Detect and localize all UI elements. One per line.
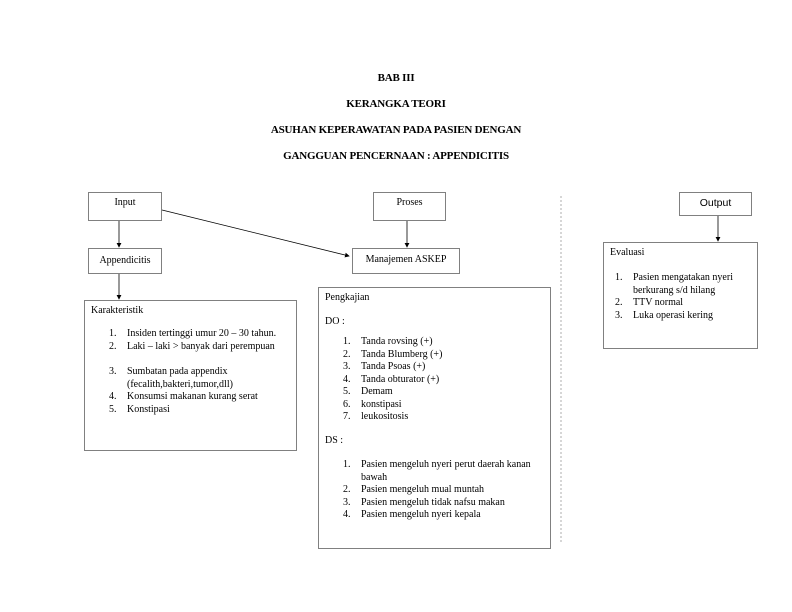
- item-number: 1.: [343, 459, 351, 470]
- list-item: [343, 497, 533, 510]
- subtitle-line-1: ASUHAN KEPERAWATAN PADA PASIEN DENGAN: [270, 124, 522, 136]
- output-box: [679, 192, 752, 216]
- list-item: [109, 328, 289, 341]
- item-number: 4.: [343, 373, 351, 385]
- item-text: Pasien mengeluh tidak nafsu makan: [361, 496, 505, 508]
- item-text: Demam: [361, 386, 393, 397]
- ds-label: DS :: [325, 435, 344, 446]
- list-item: [343, 484, 533, 497]
- item-number: 2.: [343, 348, 351, 360]
- chapter-label: BAB III: [377, 72, 415, 84]
- list-item: [343, 399, 533, 412]
- item-number: 2.: [615, 297, 623, 308]
- item-text: Tanda Blumberg (+): [361, 348, 443, 360]
- item-text: TTV normal: [633, 297, 684, 308]
- item-text: konstipasi: [361, 398, 402, 410]
- list-item: [109, 341, 289, 354]
- item-number: 4.: [343, 509, 351, 520]
- list-item: [109, 404, 289, 417]
- item-text: Luka operasi kering: [633, 309, 713, 321]
- karakteristik-list: [109, 328, 289, 416]
- output-label: Output: [699, 197, 732, 209]
- do-list: [343, 336, 533, 424]
- item-number: 1.: [109, 328, 117, 339]
- item-text: Laki – laki > banyak dari perempuan: [127, 340, 275, 352]
- list-item: [615, 310, 753, 323]
- item-text: Tanda obturator (+): [361, 373, 440, 385]
- input-box: [88, 192, 162, 221]
- item-number: 2.: [343, 484, 351, 495]
- list-item: [343, 349, 533, 362]
- item-number: 5.: [109, 403, 117, 415]
- item-number: 4.: [109, 391, 117, 402]
- evaluasi-box: [603, 242, 758, 349]
- item-number: 3.: [343, 361, 351, 372]
- list-item: [615, 297, 753, 310]
- list-item: [343, 374, 533, 387]
- section-title: KERANGKA TEORI: [346, 98, 446, 110]
- item-number: 1.: [343, 336, 351, 347]
- evaluasi-list: [615, 272, 753, 322]
- item-text: Tanda Psoas (+): [361, 361, 426, 372]
- item-text: Tanda rovsing (+): [361, 336, 433, 347]
- subtitle-line-2: GANGGUAN PENCERNAAN : APPENDICITIS: [283, 150, 509, 162]
- item-number: 3.: [343, 496, 351, 508]
- appendicitis-box: [88, 248, 162, 274]
- item-text: Konstipasi: [127, 403, 170, 415]
- karakteristik-label: Karakteristik: [91, 305, 144, 316]
- list-item: [109, 391, 289, 404]
- item-text: Pasien mengatakan nyeri berkurang s/d hilang: [633, 272, 733, 296]
- item-text: Pasien mengeluh nyeri perut daerah kanan bawah: [361, 459, 531, 483]
- list-item: [109, 366, 289, 391]
- item-number: 3.: [109, 366, 117, 377]
- karakteristik-box: [84, 300, 297, 451]
- do-label: DO :: [325, 316, 345, 327]
- proses-box: [373, 192, 446, 221]
- appendicitis-label: Appendicitis: [99, 255, 151, 266]
- list-item: [343, 336, 533, 349]
- item-text: Konsumsi makanan kurang serat: [127, 391, 258, 402]
- item-text: Insiden tertinggi umur 20 – 30 tahun.: [127, 328, 277, 339]
- list-item: [343, 509, 533, 522]
- input-label: Input: [114, 197, 136, 208]
- item-text: Sumbatan pada appendix (fecalith,bakteri,tumor,dll): [127, 366, 233, 390]
- list-item: [343, 386, 533, 399]
- item-number: 5.: [343, 386, 351, 397]
- list-item: [343, 411, 533, 424]
- manajemen-label: Manajemen ASKEP: [365, 254, 447, 265]
- item-text: leukositosis: [361, 411, 409, 422]
- item-number: 1.: [615, 272, 623, 283]
- arrow-input-manajemen: [162, 210, 349, 256]
- pengkajian-label: Pengkajian: [325, 292, 370, 303]
- manajemen-box: [352, 248, 460, 274]
- item-number: 2.: [109, 340, 117, 352]
- evaluasi-label: Evaluasi: [610, 247, 645, 258]
- list-item: [615, 272, 753, 297]
- item-number: 6.: [343, 398, 351, 410]
- list-item: [343, 361, 533, 374]
- item-text: Pasien mengeluh nyeri kepala: [361, 509, 481, 520]
- item-text: Pasien mengeluh mual muntah: [361, 484, 485, 495]
- item-number: 7.: [343, 411, 351, 422]
- item-number: 3.: [615, 309, 623, 321]
- pengkajian-box: [318, 287, 551, 549]
- proses-label: Proses: [396, 197, 423, 208]
- ds-list: [343, 459, 533, 522]
- list-item: [343, 459, 533, 484]
